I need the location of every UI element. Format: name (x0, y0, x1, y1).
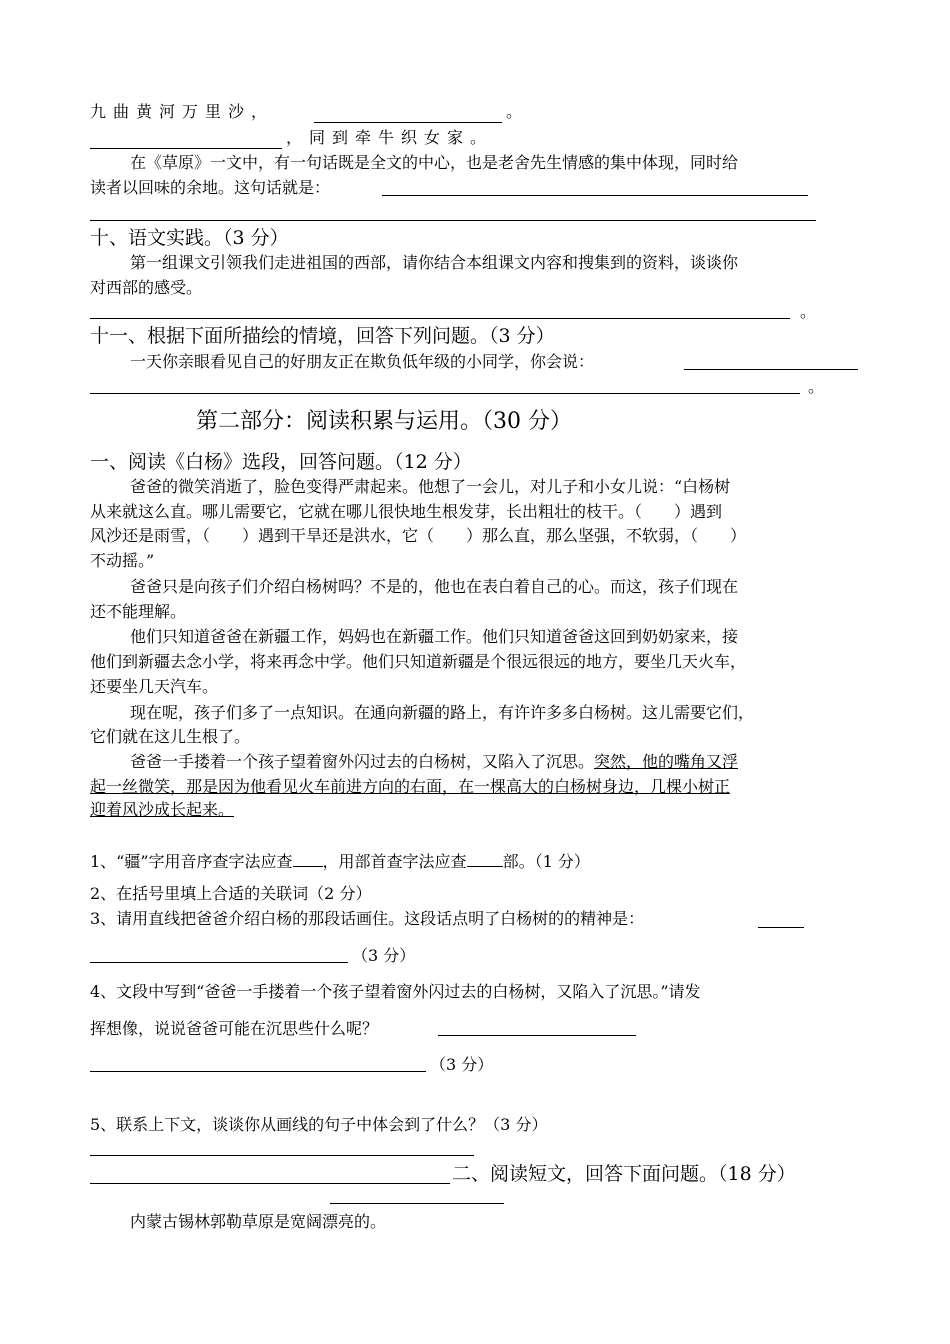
answer-blank[interactable] (90, 1071, 426, 1072)
poem-line-2: ，同到牵牛织女家。 (286, 128, 494, 147)
paragraph-line: 对西部的感受。 (90, 278, 203, 297)
section-heading: 十一、根据下面所描绘的情境，回答下列问题。（3 分） (90, 325, 555, 347)
passage-text: 爸爸一手搂着一个孩子望着窗外闪过去的白杨树，又陷入了沉思。 (130, 752, 595, 771)
answer-blank[interactable] (314, 122, 502, 123)
passage-line: 现在呢，孩子们多了一点知识。在通向新疆的路上，有许许多多白杨树。这儿需要它们， (130, 703, 755, 722)
caoyuan-question-cont: 读者以回味的余地。这句话就是： (90, 178, 331, 197)
question-1 (90, 850, 590, 872)
passage-line: 他们到新疆去念小学，将来再念中学。他们只知道新疆是个很远很远的地方，要坐几天火车， (90, 652, 747, 671)
section-heading: 二、阅读短文，回答下面问题。（18 分） (452, 1163, 796, 1185)
passage-line (130, 752, 738, 772)
passage-line: 内蒙古锡林郭勒草原是宽阔漂亮的。 (130, 1212, 387, 1231)
section-heading: 一、阅读《白杨》选段，回答问题。（12 分） (90, 451, 472, 473)
punct: 。 (808, 377, 825, 396)
underlined-sentence: 迎着风沙成长起来。 (90, 800, 235, 819)
passage-line: 爸爸的微笑消逝了，脸色变得严肃起来。他想了一会儿，对儿子和小女儿说：“白杨树 (130, 477, 731, 496)
answer-blank[interactable] (758, 927, 804, 928)
passage-line: 不动摇。” (90, 551, 155, 570)
answer-blank[interactable] (293, 850, 323, 867)
passage-line: 还不能理解。 (90, 602, 187, 621)
caoyuan-question: 在《草原》一文中，有一句话既是全文的中心，也是老舍先生情感的集中体现，同时给 (130, 153, 739, 172)
question-4-cont: 挥想像，说说爸爸可能在沉思些什么呢？ (90, 1019, 379, 1038)
answer-blank[interactable] (90, 318, 790, 319)
part-title: 第二部分：阅读积累与运用。（30 分） (196, 409, 572, 434)
answer-blank[interactable] (90, 148, 282, 149)
answer-blank[interactable] (90, 1183, 450, 1184)
answer-blank[interactable] (438, 1035, 636, 1036)
question-4: 4、文段中写到“爸爸一手搂着一个孩子望着窗外闪过去的白杨树，又陷入了沉思。”请发 (90, 982, 701, 1001)
score-label: （3 分） (352, 946, 416, 965)
paragraph-line: 第一组课文引领我们走进祖国的西部，请你结合本组课文内容和搜集到的资料，谈谈你 (130, 253, 739, 272)
question-text: 1、“疆”字用音序查字法应查 (90, 852, 293, 871)
poem-line-1: 九曲黄河万里沙， (90, 102, 275, 121)
question-text: ，用部首查字法应查 (322, 852, 467, 871)
underlined-sentence: 起一丝微笑，那是因为他看见火车前进方向的右面，在一棵高大的白杨树身边，几棵小树正 (90, 777, 731, 796)
answer-blank[interactable] (330, 1203, 504, 1204)
punct: 。 (506, 102, 523, 121)
passage-line: 他们只知道爸爸在新疆工作，妈妈也在新疆工作。他们只知道爸爸这回到奶奶家来，接 (130, 627, 739, 646)
answer-blank[interactable] (90, 220, 816, 221)
answer-blank[interactable] (90, 962, 348, 963)
passage-line: 从来就这么直。哪儿需要它，它就在哪儿很快地生根发芽，长出粗壮的枝干。（ ）遇到 (90, 502, 723, 521)
answer-blank[interactable] (382, 195, 808, 196)
question-2: 2、在括号里填上合适的关联词（2 分） (90, 884, 372, 903)
passage-line: 风沙还是雨雪，（ ）遇到干旱还是洪水，它（ ）那么直，那么坚强，不软弱，（ ） (90, 526, 747, 545)
section-heading: 十、语文实践。（3 分） (90, 227, 289, 249)
question-5: 5、联系上下文，谈谈你从画线的句子中体会到了什么？（3 分） (90, 1115, 548, 1134)
passage-line: 爸爸只是向孩子们介绍白杨树吗？不是的，他也在表白着自己的心。而这，孩子们现在 (130, 577, 739, 596)
paragraph-line: 一天你亲眼看见自己的好朋友正在欺负低年级的小同学，你会说： (130, 352, 595, 371)
question-3: 3、请用直线把爸爸介绍白杨的那段话画住。这段话点明了白杨树的的精神是： (90, 909, 645, 928)
answer-blank[interactable] (684, 369, 858, 370)
answer-blank[interactable] (90, 1155, 474, 1156)
passage-line: 它们就在这儿生根了。 (90, 727, 251, 746)
answer-blank[interactable] (467, 850, 503, 867)
passage-line: 还要坐几天汽车。 (90, 677, 219, 696)
answer-blank[interactable] (90, 393, 800, 394)
score-label: （3 分） (430, 1055, 494, 1074)
punct: 。 (800, 302, 817, 321)
question-text: 部。（1 分） (502, 852, 590, 871)
underlined-sentence: 突然，他的嘴角又浮 (594, 752, 739, 771)
